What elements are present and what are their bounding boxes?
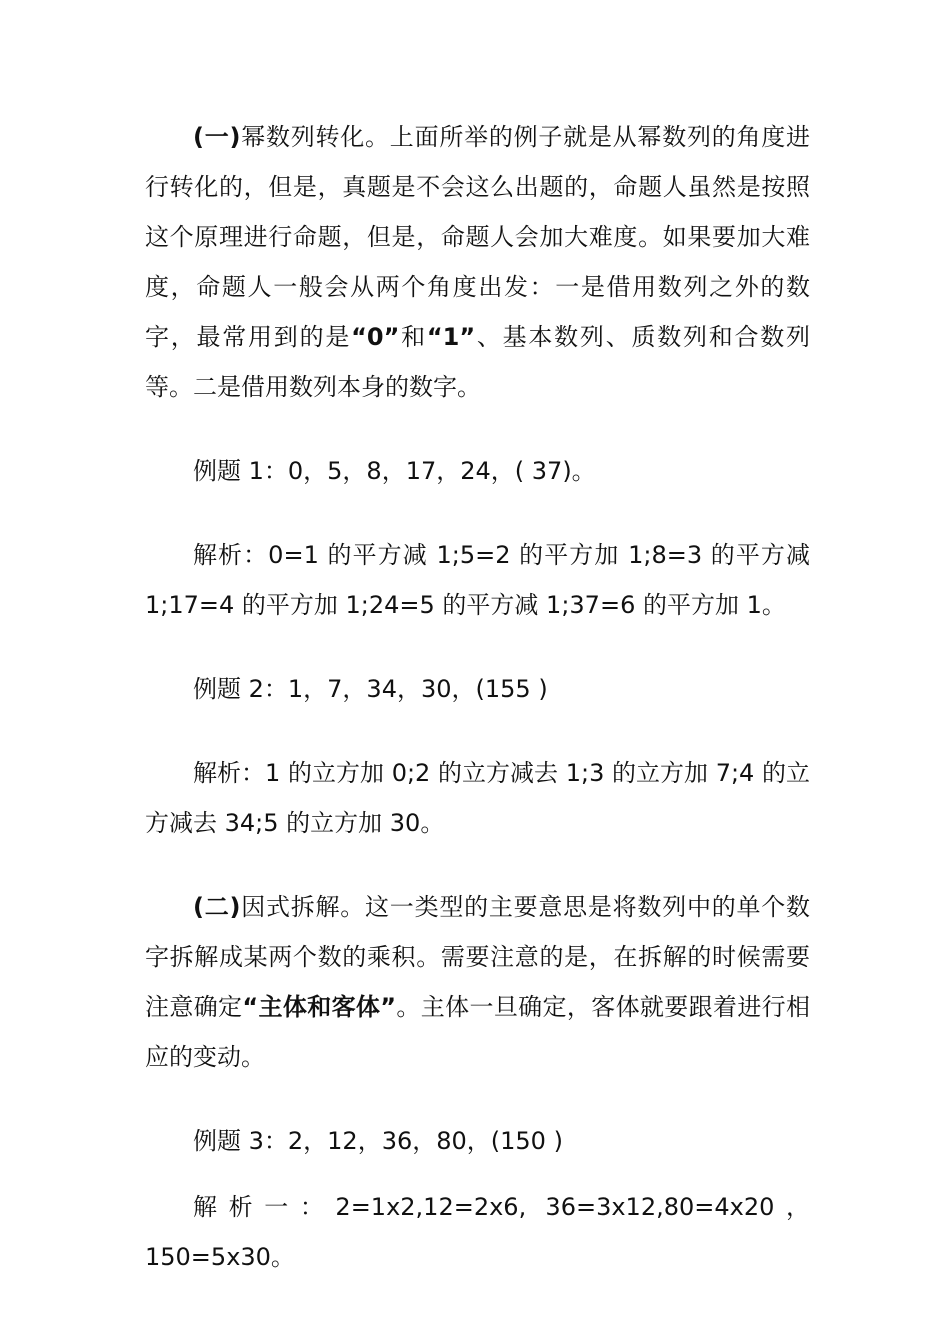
paragraph-factor-decomposition	[145, 882, 810, 1082]
example-1: 例题 1：0，5，8，17，24，( 37)。	[193, 457, 596, 485]
analysis-3: 解析一：2=1x2,12=2x6, 36=3x12,80=4x20，150=5x30。	[145, 1193, 810, 1271]
example-2: 例题 2：1，7，34，30，(155 )	[193, 675, 548, 703]
analysis-2: 解析：1 的立方加 0;2 的立方减去 1;3 的立方加 7;4 的立方减去 34;5 的立方加 30。	[145, 759, 810, 837]
quoted-zero: “0”	[351, 323, 400, 351]
paragraph-text: 、基本数列、质数列和合数列等。二是借用数列本身的数字。	[145, 323, 811, 401]
section-marker-one: (一)	[193, 123, 241, 151]
paragraph-power-sequence	[145, 112, 810, 412]
paragraph-text: 。主体一旦确定，客体就要跟着进行相应的变动。	[145, 993, 811, 1071]
quoted-one: “1”	[426, 323, 476, 351]
paragraph-text: 因式拆解。这一类型的主要意思是将数列中的单个数字拆解成某两个数的乘积。需要注意的是，在拆解的时候需要注意确定	[145, 893, 811, 1021]
section-marker-two: (二)	[193, 893, 241, 921]
document-body	[145, 112, 810, 1282]
example-3: 例题 3：2，12，36，80，(150 )	[193, 1127, 563, 1155]
paragraph-text: 和	[399, 323, 427, 351]
analysis-1: 解析：0=1 的平方减 1;5=2 的平方加 1;8=3 的平方减 1;17=4 的平方加 1;24=5 的平方减 1;37=6 的平方加 1。	[145, 541, 810, 619]
paragraph-text: 幂数列转化。上面所举的例子就是从幂数列的角度进行转化的，但是，真题是不会这么出题的，命题人虽然是按照这个原理进行命题，但是，命题人会加大难度。如果要加大难度，命题人一般会从两个角度出发：一是借用数列之外的数字，最常用到的是	[145, 123, 811, 351]
quoted-subject-object: “主体和客体”	[242, 993, 397, 1021]
